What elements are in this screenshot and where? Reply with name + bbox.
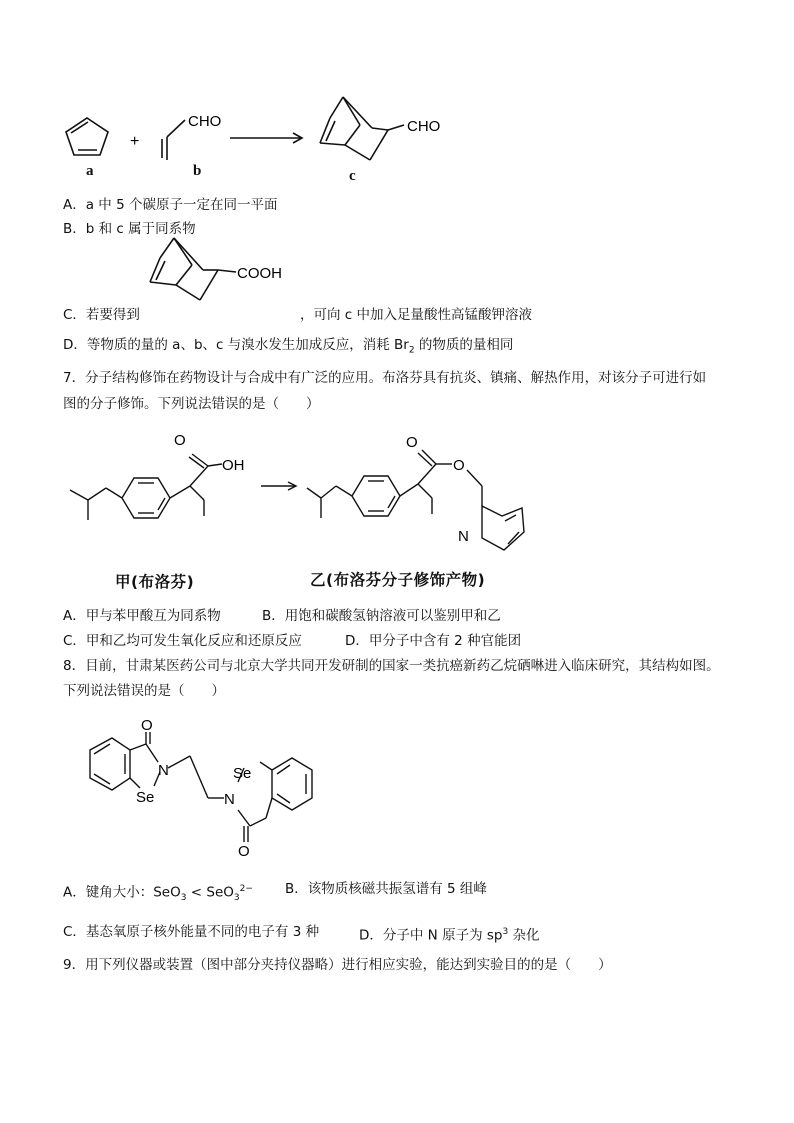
n-label-right: N: [224, 791, 235, 808]
o-label-bottom: O: [238, 843, 250, 860]
q7-option-d: D．甲分子中含有 2 种官能团: [345, 633, 522, 649]
q8-option-a-sub1: 3: [180, 893, 187, 904]
q8-option-d-end: 杂化: [508, 927, 540, 944]
pyridine-ring: [482, 506, 524, 550]
q6-option-d-sub: 2: [408, 345, 415, 356]
ibuprofen-o-label: O: [174, 432, 186, 449]
ester-o2-label: O: [453, 457, 465, 474]
ebselen-structure: [0, 710, 794, 860]
o-label-top: O: [141, 717, 153, 734]
q8-option-a-text: A．键角大小：SeO: [63, 884, 181, 901]
q8-option-a-sub2: 3: [233, 893, 240, 904]
q6-option-a: A．a 中 5 个碳原子一定在同一平面: [63, 197, 278, 213]
cho-label-c: CHO: [407, 118, 441, 135]
q6-option-d-end: 的物质的量相同: [414, 337, 514, 353]
label-b: b: [193, 163, 202, 179]
plus-sign: +: [130, 133, 140, 150]
label-c: c: [349, 168, 356, 184]
caption-jia: 甲(布洛芬): [115, 573, 195, 591]
q8-option-b: B．该物质核磁共振氢谱有 5 组峰: [285, 881, 487, 897]
q8-option-d-sup: 3: [502, 927, 509, 937]
q6-option-d: [63, 336, 513, 360]
caption-yi: 乙(布洛芬分子修饰产物): [310, 571, 486, 589]
benzene-ring-left: [122, 478, 170, 518]
n-label-left: N: [158, 762, 169, 779]
q8-option-d: [359, 923, 540, 945]
ester-o-label: O: [406, 434, 418, 451]
se-label-left: Se: [136, 789, 155, 806]
q8-option-a-mid: < SeO: [186, 884, 234, 901]
se-label-right: Se: [233, 765, 252, 782]
q8-stem-line2: 下列说法错误的是（ ）: [63, 683, 225, 699]
q6-option-d-text: D．等物质的量的 a、b、c 与溴水发生加成反应，消耗 Br: [63, 337, 409, 353]
q6-option-b: B．b 和 c 属于同系物: [63, 221, 196, 237]
ibuprofen-oh-label: OH: [222, 457, 245, 474]
pyridine-n-label: N: [458, 528, 469, 545]
q7-option-b: B．用饱和碳酸氢钠溶液可以鉴别甲和乙: [262, 608, 501, 624]
q6-option-c-suffix: ，可向 c 中加入足量酸性高锰酸钾溶液: [300, 307, 533, 323]
q8-option-c: C．基态氧原子核外能量不同的电子有 3 种: [63, 924, 320, 940]
benzene-ring-1: [90, 738, 130, 790]
q8-option-a-sup: 2−: [239, 884, 253, 894]
q6-option-c-prefix: C．若要得到: [63, 307, 140, 323]
q8-option-a: [63, 880, 253, 907]
q7-stem-line2: 图的分子修饰。下列说法错误的是（ ）: [63, 396, 320, 412]
q7-option-a: A．甲与苯甲酸互为同系物: [63, 608, 221, 624]
label-a: a: [86, 163, 94, 179]
reaction-scheme: [0, 0, 794, 200]
cooh-product-structure: [0, 230, 794, 310]
q7-stem-line1: 7．分子结构修饰在药物设计与合成中有广泛的应用。布洛芬具有抗炎、镇痛、解热作用，对该分子可进行如: [63, 370, 707, 386]
q9-stem: 9．用下列仪器或装置（图中部分夹持仪器略）进行相应实验，能达到实验目的的是（ ）: [63, 957, 612, 973]
benzene-ring-right: [352, 476, 400, 516]
acrolein-bond: [167, 120, 185, 137]
cooh-label: COOH: [237, 265, 282, 282]
cho-label-b: CHO: [188, 113, 222, 130]
q8-option-d-text: D．分子中 N 原子为 sp: [359, 927, 503, 944]
q8-stem-line1: 8．目前，甘肃某医药公司与北京大学共同开发研制的国家一类抗癌新药乙烷硒啉进入临床研究，其结构如图。: [63, 658, 720, 674]
q7-option-c: C．甲和乙均可发生氧化反应和还原反应: [63, 633, 302, 649]
